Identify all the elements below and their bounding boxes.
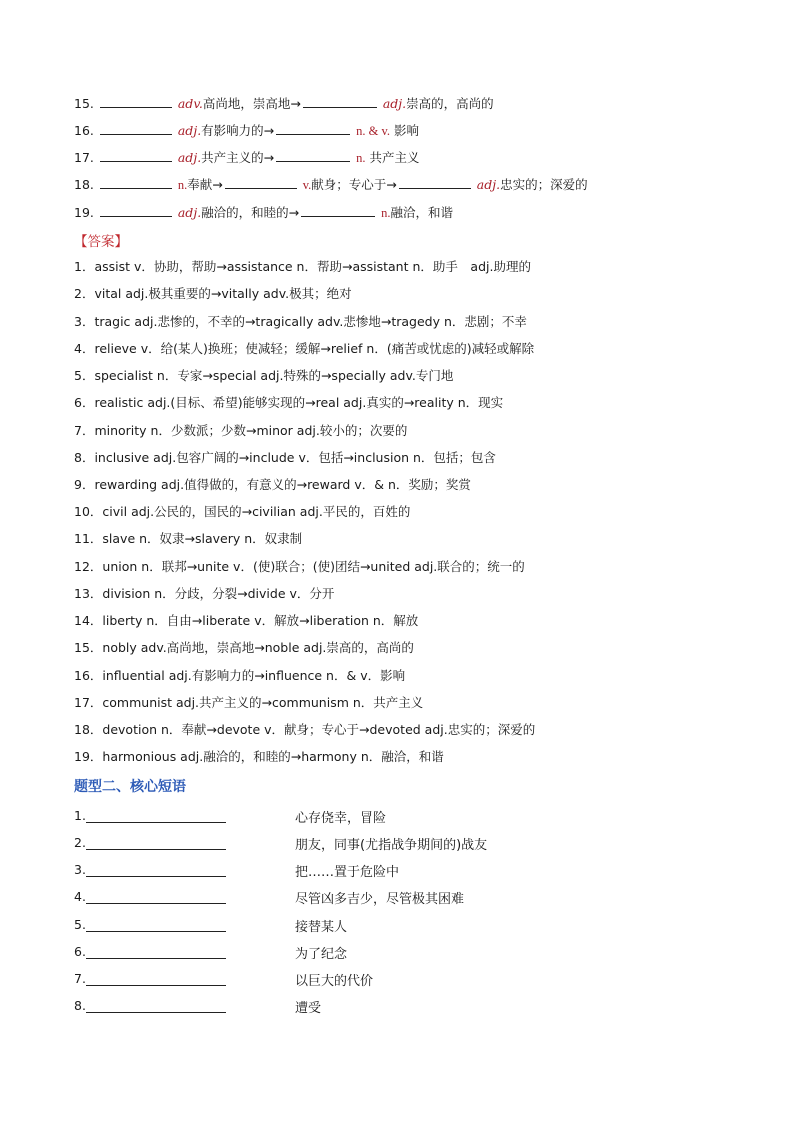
part-of-speech: adj. [476,177,501,192]
question-16 [74,121,419,141]
question-15 [74,94,494,114]
definition: 有影响力的→ [201,123,275,138]
phrase-number: 2. [74,835,86,850]
question-18 [74,175,588,195]
phrase-number: 6. [74,944,86,959]
answer-blank[interactable] [100,175,172,189]
answer-line: 2．vital adj.极其重要的→vitally adv.极其；绝对 [74,286,352,301]
part-of-speech: adj. [177,205,202,220]
question-19 [74,203,453,223]
phrase-number: 1. [74,808,86,823]
definition: 融洽，和谐 [390,205,454,220]
phrase-blank[interactable] [86,849,226,850]
phrase-number: 3. [74,862,86,877]
answer-line: 18．devotion n．奉献→devote v．献身；专心于→devoted adj.忠实的；深爱的 [74,722,536,737]
phrase-meaning: 以巨大的代价 [295,974,374,989]
phrase-blank[interactable] [86,985,226,986]
answer-line: 6．realistic adj.(目标、希望)能够实现的→real adj.真实的→reality n．现实 [74,395,504,410]
phrase-meaning: 把……置于危险中 [295,865,400,880]
answer-line: 11．slave n．奴隶→slavery n．奴隶制 [74,531,303,546]
answer-blank[interactable] [100,121,172,135]
definition: 高尚地，崇高地→ [202,96,301,111]
answer-heading: 【答案】 [74,234,128,250]
answer-line: 17．communist adj.共产主义的→communism n．共产主义 [74,695,424,710]
part-of-speech: n. [356,151,366,165]
phrase-number: 5. [74,917,86,932]
phrase-meaning: 心存侥幸，冒险 [295,811,387,826]
phrase-number: 7. [74,971,86,986]
answer-blank[interactable] [276,121,350,135]
part-of-speech: adv. [177,96,203,111]
answer-line: 3．tragic adj.悲惨的，不幸的→tragically adv.悲惨地→tragedy n．悲剧；不幸 [74,314,527,329]
answer-line: 8．inclusive adj.包容广阔的→include v．包括→inclusion n．包括；包含 [74,450,496,465]
part-of-speech: adj. [177,123,202,138]
phrase-meaning: 遭受 [295,1001,322,1016]
definition: 献身；专心于→ [311,177,397,192]
question-number: 18. [74,177,94,192]
question-number: 16. [74,123,94,138]
section-title: 题型二、核心短语 [74,779,186,795]
answer-line: 12．union n．联邦→unite v．(使)联合；(使)团结→united adj.联合的；统一的 [74,559,525,574]
phrase-number: 8. [74,998,86,1013]
part-of-speech: n. [177,178,188,192]
answer-line: 16．influential adj.有影响力的→influence n．& v．影响 [74,668,406,683]
part-of-speech: n. & v. [356,124,391,138]
answer-line: 4．relieve v．给(某人)换班；使减轻；缓解→relief n．(痛苦或忧虑的)减轻或解除 [74,341,535,356]
phrase-meaning: 尽管凶多吉少，尽管极其困难 [295,892,465,907]
answer-line: 1．assist v．协助，帮助→assistance n．帮助→assistant n．助手 adj.助理的 [74,259,531,274]
definition: 崇高的，高尚的 [406,96,494,111]
definition: 忠实的；深爱的 [500,177,588,192]
part-of-speech: v. [302,178,312,192]
answer-line: 10．civil adj.公民的，国民的→civilian adj.平民的，百姓的 [74,504,411,519]
answer-blank[interactable] [100,203,172,217]
part-of-speech: adj. [177,150,202,165]
definition: 共产主义的→ [201,150,275,165]
answer-blank[interactable] [225,175,297,189]
phrase-meaning: 接替某人 [295,920,348,935]
answer-line: 19．harmonious adj.融洽的，和睦的→harmony n．融洽，和谐 [74,749,444,764]
answer-line: 7．minority n．少数派；少数→minor adj.较小的；次要的 [74,423,408,438]
answer-blank[interactable] [303,94,377,108]
phrase-blank[interactable] [86,903,226,904]
answer-blank[interactable] [100,94,172,108]
answer-blank[interactable] [399,175,471,189]
phrase-meaning: 朋友，同事(尤指战争期间的)战友 [295,838,488,853]
definition: 共产主义 [369,150,420,165]
phrase-blank[interactable] [86,822,226,823]
answer-blank[interactable] [301,203,375,217]
answer-line: 14．liberty n．自由→liberate v．解放→liberation n．解放 [74,613,419,628]
question-number: 15. [74,96,94,111]
definition: 奉献→ [187,177,223,192]
answer-blank[interactable] [276,148,350,162]
definition: 融洽的，和睦的→ [201,205,300,220]
phrase-number: 4. [74,889,86,904]
answer-blank[interactable] [100,148,172,162]
part-of-speech: adj. [382,96,407,111]
definition: 影响 [394,123,420,138]
phrase-meaning: 为了纪念 [295,947,348,962]
question-17 [74,148,420,168]
phrase-blank[interactable] [86,931,226,932]
phrase-blank[interactable] [86,876,226,877]
part-of-speech: n. [381,206,391,220]
answer-line: 13．division n．分歧，分裂→divide v．分开 [74,586,335,601]
question-number: 19. [74,205,94,220]
answer-line: 5．specialist n．专家→special adj.特殊的→specially adv.专门地 [74,368,454,383]
answer-line: 9．rewarding adj.值得做的，有意义的→reward v．& n．奖励；奖赏 [74,477,471,492]
phrase-blank[interactable] [86,958,226,959]
phrase-blank[interactable] [86,1012,226,1013]
question-number: 17. [74,150,94,165]
answer-line: 15．nobly adv.高尚地，崇高地→noble adj.崇高的，高尚的 [74,640,414,655]
